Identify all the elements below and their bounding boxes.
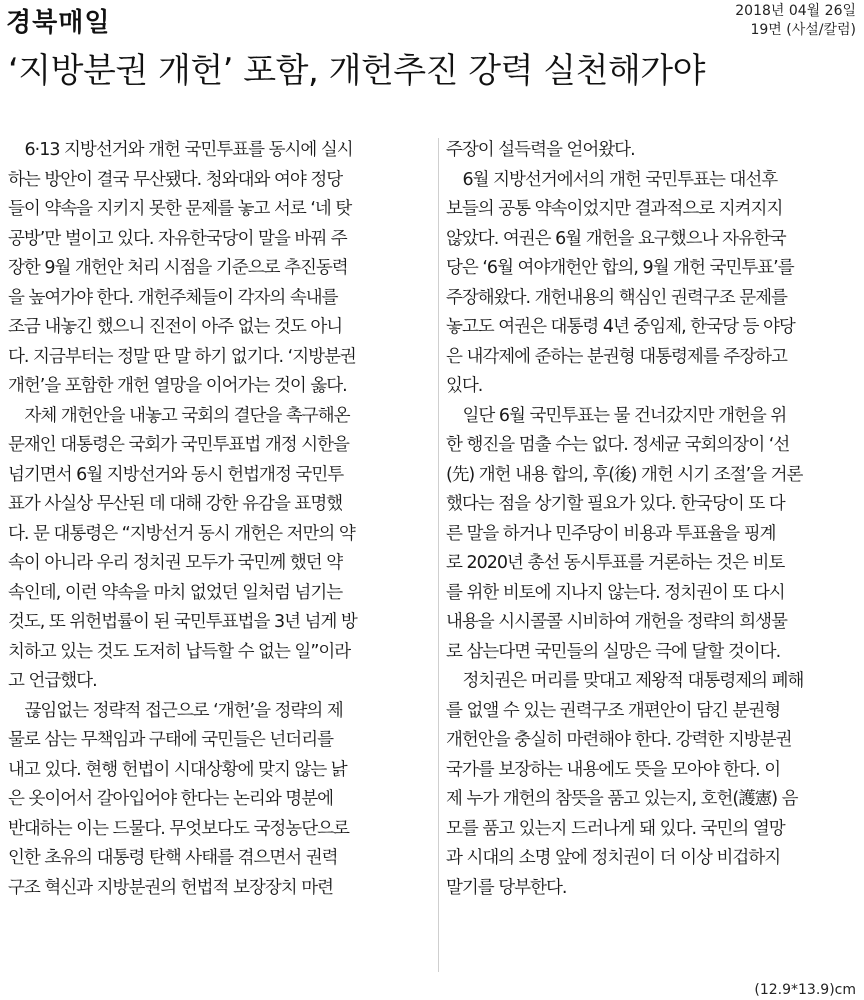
- text-line: 6·13 지방선거와 개헌 국민투표를 동시에 실시: [8, 140, 353, 160]
- text-line: 다. 지금부터는 정말 딴 말 하기 없기다. ‘지방분권: [8, 346, 356, 367]
- text-line: 은 옷이어서 갈아입어야 한다는 논리와 명분에: [8, 789, 334, 809]
- text-line: 장한 9월 개헌안 처리 시점을 기준으로 추진동력: [8, 258, 348, 278]
- article-column-left: [8, 136, 432, 903]
- text-line: 않았다. 여권은 6월 개헌을 요구했으나 자유한국: [446, 228, 786, 249]
- page-section: 19면 (사설/칼럼): [750, 22, 856, 38]
- text-line: 있다.: [446, 376, 483, 396]
- text-line: 공방’만 벌이고 있다. 자유한국당이 말을 바꿔 주: [8, 228, 347, 249]
- text-line: 속이 아니라 우리 정치권 모두가 국민께 했던 약: [8, 553, 343, 573]
- text-line: 개헌안을 충실히 마련해야 한다. 강력한 지방분권: [446, 730, 792, 750]
- text-line: 구조 혁신과 지방분권의 헌법적 보장장치 마련: [8, 877, 334, 898]
- text-line: 놓고도 여권은 대통령 4년 중임제, 한국당 등 야당: [446, 317, 795, 337]
- text-line: 로 삼는다면 국민들의 실망은 극에 달할 것이다.: [446, 641, 781, 662]
- clipping-dimensions: (12.9*13.9)cm: [754, 982, 856, 998]
- text-line: 정치권은 머리를 맞대고 제왕적 대통령제의 폐해: [446, 671, 804, 691]
- text-line: 표가 사실상 무산된 데 대해 강한 유감을 표명했: [8, 494, 343, 514]
- text-line: 내용을 시시콜콜 시비하여 개헌을 정략의 희생물: [446, 612, 787, 632]
- text-line: 들이 약속을 지키지 못한 문제를 놓고 서로 ‘네 탓: [8, 199, 352, 219]
- article-column-right: [446, 136, 860, 903]
- text-line: 국가를 보장하는 내용에도 뜻을 모아야 한다. 이: [446, 759, 781, 780]
- text-line: 인한 초유의 대통령 탄핵 사태를 겪으면서 권력: [8, 848, 338, 868]
- publication-date: 2018년 04월 26일: [735, 3, 856, 19]
- text-line: 주장해왔다. 개헌내용의 핵심인 권력구조 문제를: [446, 287, 787, 308]
- text-line: 다. 문 대통령은 “지방선거 동시 개헌은 저만의 약: [8, 523, 355, 544]
- text-line: 6월 지방선거에서의 개헌 국민투표는 대선후: [446, 169, 778, 190]
- text-line: 개헌’을 포함한 개헌 열망을 이어가는 것이 옳다.: [8, 376, 347, 396]
- text-line: 를 위한 비토에 지나지 않는다. 정치권이 또 다시: [446, 582, 785, 603]
- text-line: 말기를 당부한다.: [446, 877, 567, 898]
- text-line: 조금 내놓긴 했으니 진전이 아주 없는 것도 아니: [8, 317, 343, 337]
- text-line: 고 언급했다.: [8, 671, 97, 691]
- text-line: 속인데, 이런 약속을 마치 없었던 일처럼 넘기는: [8, 582, 343, 603]
- text-line: 을 높여가야 한다. 개헌주체들이 각자의 속내를: [8, 287, 338, 308]
- text-line: 제 누가 개헌의 참뜻을 품고 있는지, 호헌(護憲) 음: [446, 789, 798, 809]
- column-divider: [438, 138, 439, 972]
- text-line: 당은 ‘6월 여야개헌안 합의, 9월 개헌 국민투표’를: [446, 258, 794, 278]
- text-line: 내고 있다. 현행 헌법이 시대상황에 맞지 않는 낡: [8, 759, 347, 780]
- text-line: 것도, 또 위헌법률이 된 국민투표법을 3년 넘게 방: [8, 612, 357, 632]
- text-line: 주장이 설득력을 얻어왔다.: [446, 140, 635, 160]
- text-line: (先) 개헌 내용 합의, 후(後) 개헌 시기 조절’을 거론: [446, 464, 803, 485]
- newspaper-masthead: 경북매일: [6, 8, 111, 38]
- text-line: 문재인 대통령은 국회가 국민투표법 개정 시한을: [8, 435, 349, 455]
- text-line: 일단 6월 국민투표는 물 건너갔지만 개헌을 위: [446, 405, 787, 426]
- text-line: 치하고 있는 것도 도저히 납득할 수 없는 일”이라: [8, 641, 351, 662]
- text-line: 했다는 점을 상기할 필요가 있다. 한국당이 또 다: [446, 494, 785, 514]
- text-line: 모를 품고 있는지 드러나게 돼 있다. 국민의 열망: [446, 818, 785, 839]
- text-line: 넘기면서 6월 지방선거와 동시 헌법개정 국민투: [8, 464, 344, 485]
- publication-info: [735, 2, 856, 40]
- text-line: 끊임없는 정략적 접근으로 ‘개헌’을 정략의 제: [8, 700, 343, 721]
- editorial-headline: ‘지방분권 개헌’ 포함, 개헌추진 강력 실천해가야: [8, 51, 705, 91]
- text-line: 반대하는 이는 드물다. 무엇보다도 국정농단으로: [8, 818, 349, 839]
- text-line: 를 없앨 수 있는 권력구조 개편안이 담긴 분권형: [446, 700, 781, 721]
- text-line: 한 행진을 멈출 수는 없다. 정세균 국회의장이 ‘선: [446, 435, 790, 455]
- text-line: 른 말을 하거나 민주당이 비용과 투표율을 핑계: [446, 523, 776, 544]
- text-line: 은 내각제에 준하는 분권형 대통령제를 주장하고: [446, 346, 787, 367]
- text-line: 로 2020년 총선 동시투표를 거론하는 것은 비토: [446, 553, 785, 573]
- text-line: 물로 삼는 무책임과 구태에 국민들은 넌더리를: [8, 730, 334, 750]
- text-line: 자체 개헌안을 내놓고 국회의 결단을 촉구해온: [8, 405, 350, 426]
- text-line: 보들의 공통 약속이었지만 결과적으로 지켜지지: [446, 199, 783, 219]
- text-line: 과 시대의 소명 앞에 정치권이 더 이상 비겁하지: [446, 848, 781, 868]
- text-line: 하는 방안이 결국 무산됐다. 청와대와 여야 정당: [8, 169, 343, 190]
